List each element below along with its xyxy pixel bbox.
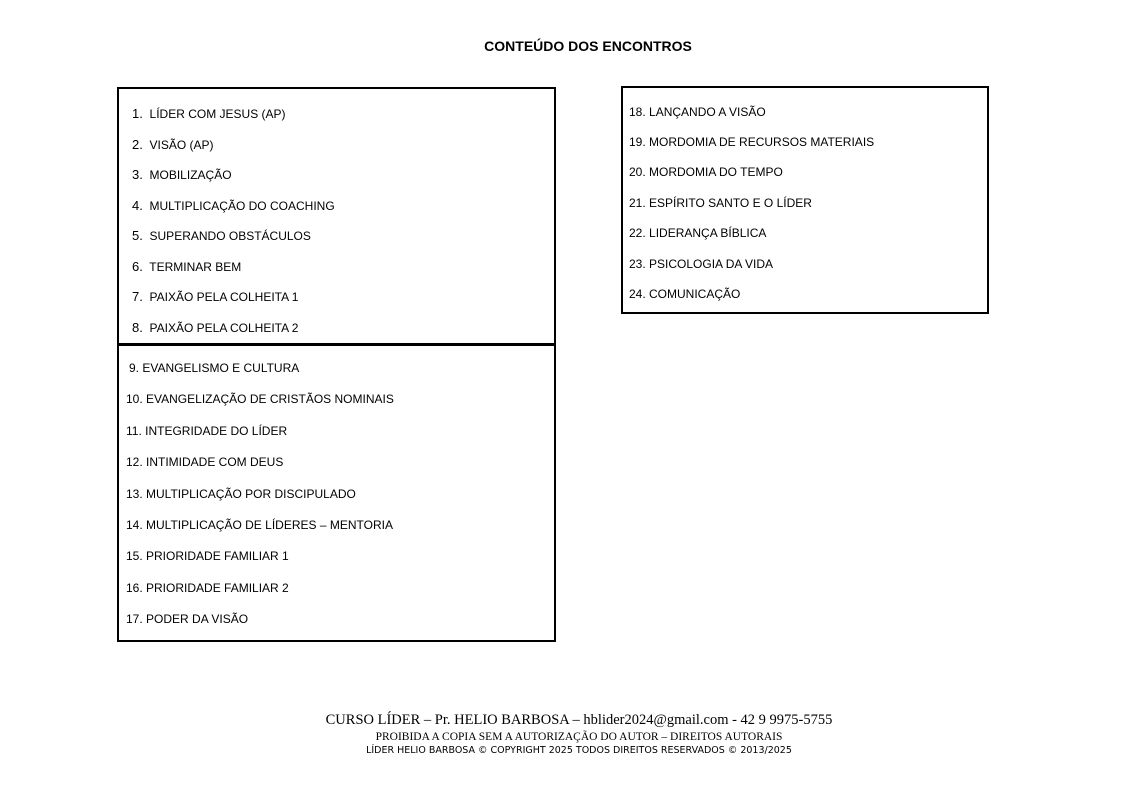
item-label: SUPERANDO OBSTÁCULOS (149, 229, 311, 243)
item-label: LÍDER COM JESUS (AP) (149, 107, 286, 121)
list-item (132, 106, 286, 121)
item-number: 2. (132, 137, 143, 152)
list-item: 15. PRIORIDADE FAMILIAR 1 (126, 549, 289, 563)
list-item: 22. LIDERANÇA BÍBLICA (629, 226, 767, 240)
item-label: PAIXÃO PELA COLHEITA 2 (149, 321, 299, 335)
list-item (132, 167, 232, 182)
item-number: 4. (132, 198, 143, 213)
list-item: 12. INTIMIDADE COM DEUS (126, 455, 284, 469)
page-title: CONTEÚDO DOS ENCONTROS (484, 38, 692, 54)
list-item: 21. ESPÍRITO SANTO E O LÍDER (629, 196, 812, 210)
item-label: MOBILIZAÇÃO (149, 168, 232, 182)
list-item: 14. MULTIPLICAÇÃO DE LÍDERES – MENTORIA (126, 518, 393, 532)
item-label: MULTIPLICAÇÃO DO COACHING (149, 199, 335, 213)
list-item: 9. EVANGELISMO E CULTURA (129, 361, 300, 375)
item-label: PAIXÃO PELA COLHEITA 1 (149, 290, 299, 304)
footer-contact-line: CURSO LÍDER – Pr. HELIO BARBOSA – hblider2024@gmail.com - 42 9 9975-5755 (325, 712, 833, 728)
item-label: TERMINAR BEM (149, 260, 242, 274)
item-number: 1. (132, 106, 143, 121)
list-item (132, 289, 298, 304)
list-item: 18. LANÇANDO A VISÃO (629, 105, 766, 119)
list-item: 11. INTEGRIDADE DO LÍDER (126, 424, 288, 438)
encounters-box-1-8 (117, 87, 556, 346)
list-item: 10. EVANGELIZAÇÃO DE CRISTÃOS NOMINAIS (126, 392, 394, 406)
item-number: 6. (132, 259, 143, 274)
list-item: 16. PRIORIDADE FAMILIAR 2 (126, 581, 289, 595)
list-item (132, 228, 311, 243)
item-number: 8. (132, 320, 143, 335)
list-item: 13. MULTIPLICAÇÃO POR DISCIPULADO (126, 487, 356, 501)
footer-copyright: LÍDER HELIO BARBOSA © COPYRIGHT 2025 TODOS DIREITOS RESERVADOS © 2013/2025 (366, 745, 792, 756)
list-item (132, 137, 214, 152)
list-item: 17. PODER DA VISÃO (126, 612, 249, 626)
list-item (132, 320, 298, 335)
list-item (132, 198, 335, 213)
list-item: 19. MORDOMIA DE RECURSOS MATERIAIS (629, 135, 875, 149)
footer-copy-notice: PROIBIDA A COPIA SEM A AUTORIZAÇÃO DO AUTOR – DIREITOS AUTORAIS (375, 731, 783, 743)
list-item: 24. COMUNICAÇÃO (629, 287, 741, 301)
list-item: 23. PSICOLOGIA DA VIDA (629, 257, 774, 271)
item-label: VISÃO (AP) (149, 138, 214, 152)
list-item: 20. MORDOMIA DO TEMPO (629, 165, 783, 179)
item-number: 3. (132, 167, 143, 182)
item-number: 7. (132, 289, 143, 304)
list-item (132, 259, 241, 274)
item-number: 5. (132, 228, 143, 243)
